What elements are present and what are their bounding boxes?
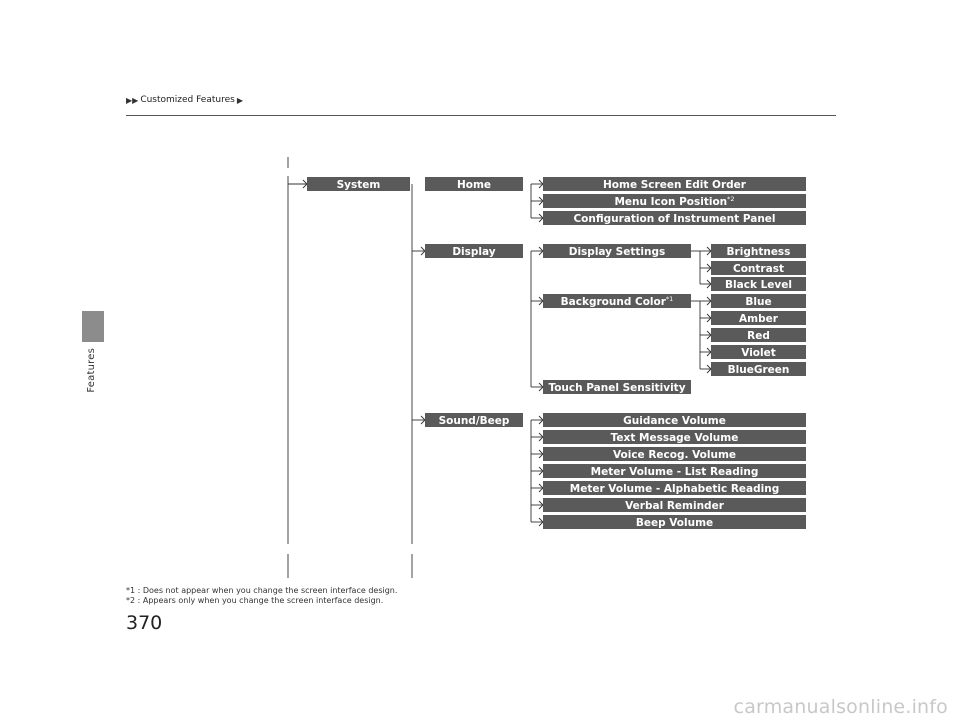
menu-label: Blue bbox=[745, 296, 772, 308]
menu-box-display-settings bbox=[543, 244, 691, 258]
menu-label: Display Settings bbox=[568, 246, 666, 258]
menu-label: Brightness bbox=[726, 246, 791, 258]
menu-box-verbal-reminder bbox=[543, 498, 806, 512]
menu-label: Black Level bbox=[725, 279, 792, 291]
menu-box-voice-recog-volume bbox=[543, 447, 806, 461]
menu-label: Violet bbox=[741, 347, 776, 359]
footnotes bbox=[126, 586, 397, 606]
menu-label: Sound/Beep bbox=[438, 415, 510, 427]
watermark: carmanualsonline.info bbox=[733, 696, 948, 718]
menu-box-blue bbox=[711, 294, 806, 308]
menu-label: Meter Volume - Alphabetic Reading bbox=[569, 483, 780, 495]
menu-label: Home bbox=[456, 179, 492, 191]
breadcrumb-arrow-icon: ▶▶ bbox=[126, 95, 139, 105]
footnote-1: *1 : Does not appear when you change the screen interface design. bbox=[126, 586, 398, 595]
menu-box-background-color bbox=[543, 294, 691, 308]
menu-label: Contrast bbox=[733, 263, 784, 275]
menu-label: Beep Volume bbox=[635, 517, 714, 529]
menu-label: Voice Recog. Volume bbox=[612, 449, 737, 461]
section-label: Features bbox=[86, 348, 97, 393]
menu-label: Text Message Volume bbox=[610, 432, 739, 444]
menu-box-configuration-of-instrument-panel bbox=[543, 211, 806, 225]
breadcrumb-arrow-icon: ▶ bbox=[236, 95, 243, 105]
menu-box-red bbox=[711, 328, 806, 342]
menu-box-brightness bbox=[711, 244, 806, 258]
menu-box-system bbox=[307, 177, 410, 191]
menu-label: Menu Icon Position$^{*2}$ bbox=[614, 195, 735, 208]
menu-box-amber bbox=[711, 311, 806, 325]
menu-label: Verbal Reminder bbox=[625, 500, 724, 512]
menu-box-bluegreen bbox=[711, 362, 806, 376]
menu-label: Meter Volume - List Reading bbox=[590, 466, 759, 478]
menu-box-display bbox=[425, 244, 523, 258]
menu-box-contrast bbox=[711, 261, 806, 275]
menu-label: Touch Panel Sensitivity bbox=[548, 382, 686, 394]
menu-label: Amber bbox=[739, 313, 778, 325]
menu-box-sound-beep bbox=[425, 413, 523, 427]
menu-box-meter-volume-list-reading bbox=[543, 464, 806, 478]
menu-label: Home Screen Edit Order bbox=[603, 179, 746, 191]
menu-box-home bbox=[425, 177, 523, 191]
menu-label: System bbox=[336, 179, 381, 191]
menu-box-text-message-volume bbox=[543, 430, 806, 444]
menu-box-beep-volume bbox=[543, 515, 806, 529]
menu-label: BlueGreen bbox=[727, 364, 790, 376]
menu-box-black-level bbox=[711, 277, 806, 291]
menu-label: Background Color$^{*1}$ bbox=[560, 295, 674, 308]
page-number: 370 bbox=[126, 612, 163, 634]
menu-box-guidance-volume bbox=[543, 413, 806, 427]
menu-box-meter-volume-alphabetic-reading bbox=[543, 481, 806, 495]
menu-label: Display bbox=[452, 246, 496, 258]
menu-box-touch-panel-sensitivity bbox=[543, 380, 691, 394]
breadcrumb-item[interactable]: Customized Features bbox=[140, 95, 235, 105]
menu-label: Configuration of Instrument Panel bbox=[573, 213, 776, 225]
menu-box-home-screen-edit-order bbox=[543, 177, 806, 191]
menu-label: Guidance Volume bbox=[623, 415, 726, 427]
footnote-2: *2 : Appears only when you change the screen interface design. bbox=[126, 596, 384, 605]
menu-box-violet bbox=[711, 345, 806, 359]
menu-box-menu-icon-position bbox=[543, 194, 806, 208]
menu-label: Red bbox=[747, 330, 770, 342]
